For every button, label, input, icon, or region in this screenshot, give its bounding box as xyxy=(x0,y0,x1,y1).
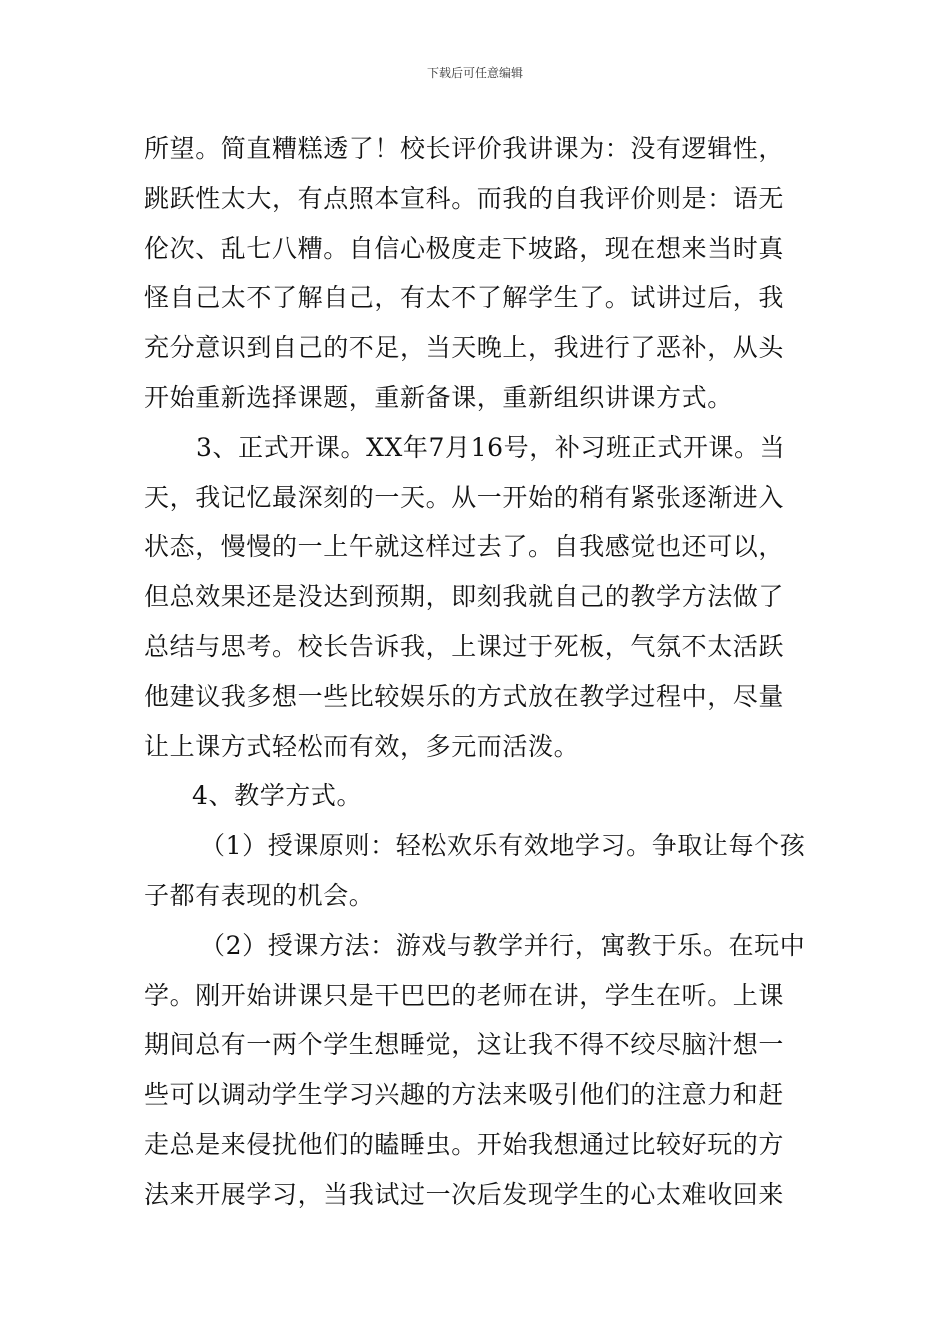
text-line: 充分意识到自己的不足，当天晚上，我进行了恶补，从头 xyxy=(144,333,785,363)
text-line: 他建议我多想一些比较娱乐的方式放在教学过程中，尽量 xyxy=(144,681,785,711)
paragraph-start-line: （1）授课原则：轻松欢乐有效地学习。争取让每个孩 xyxy=(200,831,806,861)
text-line: 让上课方式轻松而有效，多元而活泼。 xyxy=(144,731,580,761)
section-heading-line: 4、教学方式。 xyxy=(192,781,363,811)
text-line: 子都有表现的机会。 xyxy=(144,880,375,910)
text-line: 天，我记忆最深刻的一天。从一开始的稍有紧张逐渐进入 xyxy=(144,482,785,512)
text-line: 总结与思考。校长告诉我，上课过于死板，气氛不太活跃 xyxy=(144,631,785,661)
text-line: 状态，慢慢的一上午就这样过去了。自我感觉也还可以， xyxy=(144,532,785,562)
text-line: 些可以调动学生学习兴趣的方法来吸引他们的注意力和赶 xyxy=(144,1080,785,1110)
paragraph-start-line: （2）授课方法：游戏与教学并行，寓教于乐。在玩中 xyxy=(200,930,806,960)
text-line: 但总效果还是没达到预期，即刻我就自己的教学方法做了 xyxy=(144,582,785,612)
text-line: 开始重新选择课题，重新备课，重新组织讲课方式。 xyxy=(144,382,733,412)
text-line: 走总是来侵扰他们的瞌睡虫。开始我想通过比较好玩的方 xyxy=(144,1129,785,1159)
page-header: 下载后可任意编辑 xyxy=(426,66,523,80)
text-line: 期间总有一两个学生想睡觉，这让我不得不绞尽脑汁想一 xyxy=(144,1030,785,1060)
paragraph-start-line: 3、正式开课。XX年7月16号，补习班正式开课。当 xyxy=(196,432,786,462)
text-line: 伦次、乱七八糟。自信心极度走下坡路，现在想来当时真 xyxy=(144,233,785,263)
text-line: 怪自己太不了解自己，有太不了解学生了。试讲过后，我 xyxy=(144,283,785,313)
text-line: 所望。简直糟糕透了！校长评价我讲课为：没有逻辑性， xyxy=(144,134,785,163)
document-body xyxy=(144,124,810,1220)
text-line: 学。刚开始讲课只是干巴巴的老师在讲，学生在听。上课 xyxy=(144,980,785,1010)
text-line: 法来开展学习，当我试过一次后发现学生的心太难收回来 xyxy=(144,1179,785,1209)
text-line: 跳跃性太大，有点照本宣科。而我的自我评价则是：语无 xyxy=(144,183,785,213)
